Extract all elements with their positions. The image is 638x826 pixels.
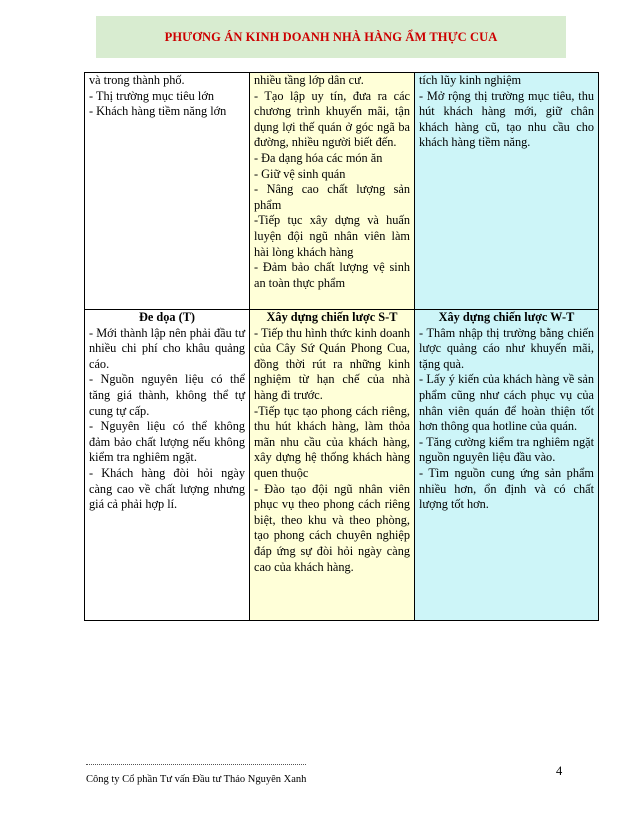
cell-line: - Đào tạo đội ngũ nhân viên phục vụ theo phong cách riêng biệt, theo khu và theo phòng, tạo phong cách chuyên nghiệp đáp ứng sự đòi hỏi ngày càng cao của khách hàng. [254, 481, 410, 574]
table-row [85, 73, 599, 310]
cell-line: - Lấy ý kiến của khách hàng về sản phẩm cũng như cách phục vụ của nhân viên quán để hoàn thiện tốt hơn thông qua hotline của quán. [419, 372, 594, 434]
wt-strategy-heading: Xây dựng chiến lược W-T [438, 310, 575, 324]
cell-line: - Nâng cao chất lượng sản phẩm [254, 182, 410, 212]
cell-so-strategy-continued [250, 73, 415, 310]
cell-line: - Đa dạng hóa các món ăn [254, 150, 383, 165]
cell-line: - Mới thành lập nên phải đầu tư nhiều chi phí cho khâu quảng cáo. [89, 325, 245, 371]
cell-line: - Thị trường mục tiêu lớn [89, 88, 214, 103]
footer-divider [86, 763, 306, 765]
footer-company-name: Công ty Cổ phần Tư vấn Đầu tư Thảo Nguyên Xanh [86, 774, 307, 785]
st-strategy-heading: Xây dựng chiến lược S-T [266, 310, 398, 324]
cell-line: - Khách hàng tiềm năng lớn [89, 104, 227, 119]
cell-line: - Tiếp thu hình thức kinh doanh của Cây Sứ Quán Phong Cua, đồng thời rút ra những kinh nghiệm từ hạn chế của nhà hàng đi trước. [254, 325, 410, 402]
cell-wo-strategy-continued [415, 73, 599, 310]
table-row [85, 310, 599, 621]
cell-line: tích lũy kinh nghiệm [419, 73, 522, 87]
cell-line: - Nguyên liệu có thể không đảm bảo chất lượng nếu không kiểm tra nghiêm ngặt. [89, 419, 245, 465]
threats-heading: Đe dọa (T) [138, 310, 195, 324]
cell-line: -Tiếp tục xây dựng và huấn luyện đội ngũ nhân viên làm hài lòng khách hàng [254, 213, 410, 259]
cell-st-strategy [250, 310, 415, 621]
document-title: PHƯƠNG ÁN KINH DOANH NHÀ HÀNG ẨM THỰC CUA [164, 29, 498, 44]
cell-wt-strategy [415, 310, 599, 621]
cell-line: - Giữ vệ sinh quán [254, 166, 346, 181]
document-header [96, 16, 566, 58]
cell-line: - Đảm bảo chất lượng vệ sinh an toàn thực phẩm [254, 260, 410, 290]
cell-line: - Tăng cường kiểm tra nghiêm ngặt nguồn nguyên liệu đầu vào. [419, 434, 594, 465]
cell-threats [85, 310, 250, 621]
cell-line: - Khách hàng đòi hỏi ngày càng cao về chất lượng nhưng giá cả phải hợp lí. [89, 465, 245, 512]
swot-table [84, 72, 599, 621]
cell-line: và trong thành phố. [89, 73, 185, 87]
cell-line: - Thâm nhập thị trường bằng chiến lược quảng cáo như khuyến mãi, tặng quà. [419, 325, 594, 371]
cell-line: -Tiếp tục tạo phong cách riêng, thu hút khách hàng, làm thỏa mãn nhu cầu của khách hàng, xây dựng hệ thống khách hàng quen thuộc [254, 403, 410, 480]
cell-strength-continued [85, 73, 250, 310]
page-number: 4 [556, 764, 563, 778]
cell-line: - Tạo lập uy tín, đưa ra các chương trình khuyến mãi, tận dụng lợi thế quán ở góc ngã ba đường, nhiều người biết đến. [254, 88, 410, 150]
cell-line: nhiều tầng lớp dân cư. [254, 73, 364, 87]
cell-line: - Tìm nguồn cung ứng sản phẩm nhiều hơn, ổn định và có chất lượng tốt hơn. [419, 465, 594, 512]
cell-line: - Nguồn nguyên liệu có thể tăng giá thành, không thể tự cung tự cấp. [89, 372, 245, 418]
cell-line: - Mở rộng thị trường mục tiêu, thu hút khách hàng mới, giữ chân khách hàng cũ, tạo nhu cầu cho khách hàng tiềm năng. [419, 88, 594, 150]
